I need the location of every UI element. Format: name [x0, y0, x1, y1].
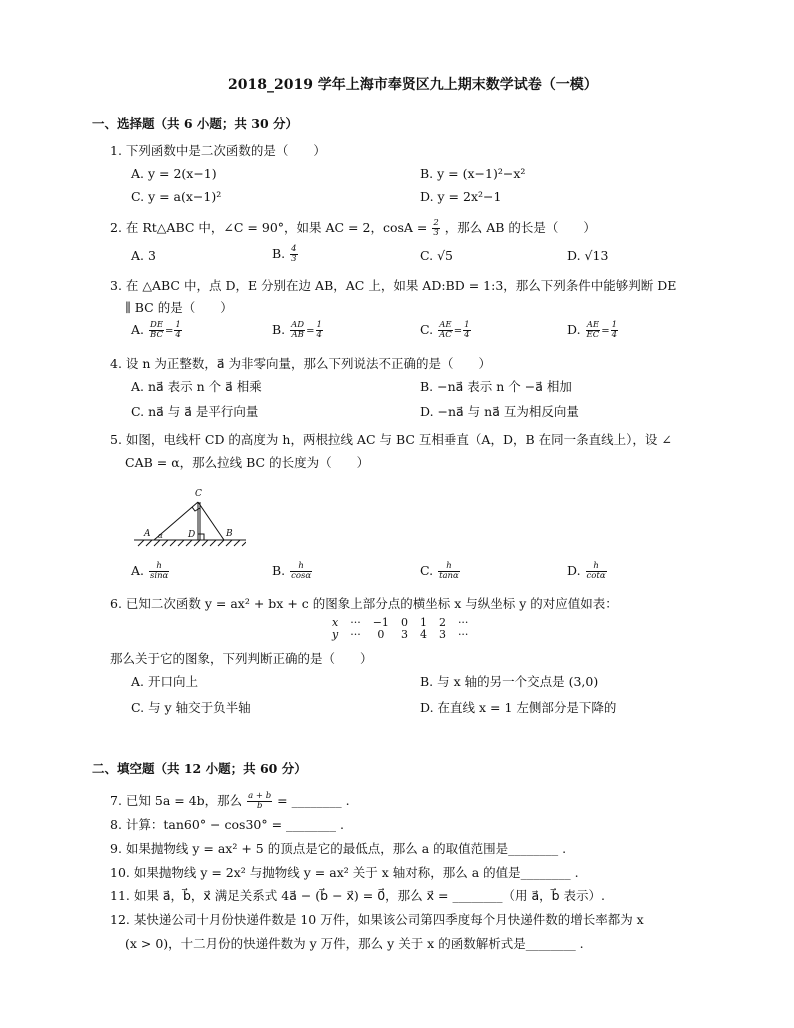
- option-b[interactable]: B. −na⃗ 表示 n 个 −a⃗ 相加: [420, 379, 572, 394]
- question-12-line2: (x > 0)，十二月份的快递件数为 y 万件，那么 y 关于 x 的函数解析式是________ .: [125, 936, 584, 951]
- option-d[interactable]: D. −na⃗ 与 na⃗ 互为相反向量: [420, 404, 579, 419]
- option-c[interactable]: C. 与 y 轴交于负半轴: [131, 700, 251, 715]
- table-cell: 1: [419, 616, 427, 629]
- option-b[interactable]: B. $\frac{AD}{AB}$ = $\frac{1}{4}$: [272, 320, 322, 340]
- question-stem: 6. 已知二次函数 y = ax² + bx + c 的图象上部分点的横坐标 x 与纵坐标 y 的对应值如表：: [110, 596, 618, 611]
- option-b[interactable]: B. 与 x 轴的另一个交点是 (3,0): [420, 674, 599, 689]
- question-stem-line1: 3. 在 △ABC 中，点 D，E 分别在边 AB，AC 上，如果 AD:BD = 1:3，那么下列条件中能够判断 DE: [110, 278, 677, 293]
- table-cell: ···: [457, 627, 469, 641]
- utility-pole-figure: C A α D B: [134, 488, 246, 548]
- table-cell: ···: [350, 616, 361, 629]
- question-10: 10. 如果抛物线 y = 2x² 与抛物线 y = ax² 关于 x 轴对称，那么 a 的值是________ .: [110, 865, 579, 880]
- question-9: 9. 如果抛物线 y = ax² + 5 的顶点是它的最低点，那么 a 的取值范围是________ .: [110, 841, 567, 856]
- option-a[interactable]: A. 开口向上: [131, 674, 198, 689]
- question-12-line1: 12. 某快递公司十月份快递件数是 10 万件，如果该公司第四季度每个月快递件数的增长率都为 x: [110, 912, 644, 927]
- table-cell: ···: [350, 627, 361, 641]
- option-c[interactable]: C. y = a(x−1)²: [131, 189, 222, 204]
- question-stem-line2: CAB = α，那么拉线 BC 的长度为（ ）: [125, 455, 370, 470]
- page-title: 2018_2019 学年上海市奉贤区九上期末数学试卷（一模）: [228, 77, 598, 93]
- table-cell: 0: [377, 627, 385, 641]
- option-b[interactable]: B. $\frac{4}{3}$: [272, 244, 297, 264]
- section-heading-choice: 一、选择题（共 6 小题；共 30 分）: [92, 116, 299, 131]
- option-c[interactable]: C. $\frac{AE}{AC}$ = $\frac{1}{4}$: [420, 320, 470, 340]
- question-7: 7. 已知 5a = 4b，那么 $\frac{a + b}{b}$ = ________ .: [110, 791, 350, 811]
- question-8: 8. 计算：tan60° − cos30° = ________ .: [110, 817, 344, 832]
- table-row-y: [326, 629, 474, 641]
- question-stem-line2: ∥ BC 的是（ ）: [125, 300, 233, 315]
- question-stem-line1: 5. 如图，电线杆 CD 的高度为 h，两根拉线 AC 与 BC 互相垂直（A，D，B 在同一条直线上），设 ∠: [110, 432, 672, 447]
- option-c[interactable]: C. na⃗ 与 a⃗ 是平行向量: [131, 404, 259, 419]
- option-b[interactable]: B. $\frac{h}{\cos\alpha}$: [272, 561, 312, 581]
- table-cell: −1: [372, 616, 389, 629]
- table-cell: 4: [419, 627, 427, 641]
- option-d[interactable]: D. 在直线 x = 1 左侧部分是下降的: [420, 700, 617, 715]
- option-d[interactable]: D. $\frac{AE}{EC}$ = $\frac{1}{4}$: [567, 320, 618, 340]
- table-cell: 2: [438, 616, 446, 629]
- option-a[interactable]: A. na⃗ 表示 n 个 a⃗ 相乘: [131, 379, 262, 394]
- option-a[interactable]: A. $\frac{DE}{BC}$ = $\frac{1}{4}$: [131, 320, 181, 340]
- value-table: [326, 617, 474, 640]
- option-a[interactable]: A. 3: [131, 248, 156, 263]
- table-cell: 0: [400, 616, 408, 629]
- option-c[interactable]: C. $\frac{h}{\tan\alpha}$: [420, 561, 459, 581]
- option-b[interactable]: B. y = (x−1)²−x²: [420, 166, 526, 181]
- table-cell: 3: [438, 627, 446, 641]
- table-cell: 3: [400, 627, 408, 641]
- table-cell: y: [332, 627, 339, 641]
- question-stem: 1. 下列函数中是二次函数的是（ ）: [110, 143, 326, 158]
- question-11: 11. 如果 a⃗，b⃗，x⃗ 满足关系式 4a⃗ − (b⃗ − x⃗) = 0⃗，那么 x⃗ = ________（用 a⃗，b⃗ 表示）.: [110, 888, 605, 903]
- table-row-x: [326, 617, 474, 629]
- table-cell: ···: [457, 616, 469, 629]
- option-d[interactable]: D. $\frac{h}{\cot\alpha}$: [567, 561, 606, 581]
- option-d[interactable]: D. √13: [567, 248, 609, 263]
- option-c[interactable]: C. √5: [420, 248, 453, 263]
- question-stem-line2: 那么关于它的图象，下列判断正确的是（ ）: [110, 651, 373, 666]
- option-a[interactable]: A. $\frac{h}{\sin\alpha}$: [131, 561, 169, 581]
- question-stem: 2. 在 Rt△ABC 中，∠C = 90°，如果 AC = 2，cosA = $\frac{2}{3}$ ，那么 AB 的长是（ ）: [110, 218, 596, 238]
- option-a[interactable]: A. y = 2(x−1): [131, 166, 217, 181]
- question-stem: 4. 设 n 为正整数，a⃗ 为非零向量，那么下列说法不正确的是（ ）: [110, 356, 492, 371]
- section-heading-fill: 二、填空题（共 12 小题；共 60 分）: [92, 761, 307, 776]
- option-d[interactable]: D. y = 2x²−1: [420, 189, 502, 204]
- table-cell: x: [332, 616, 339, 629]
